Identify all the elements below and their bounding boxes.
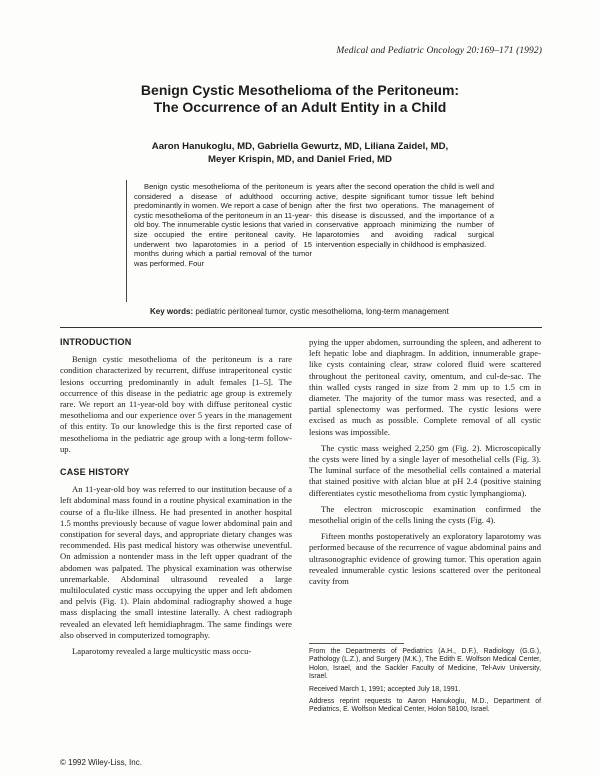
keywords bbox=[150, 306, 470, 317]
case-history-paragraph-1: An 11-year-old boy was referred to our institution because of a left abdominal mass found in a routine physical examination in the course of a flu-like illness. He had presented in another hospital 1.5 months previously because of vague lower abdominal pain and constipation for several days, and appropriate dietary changes was recommended. His past medical history was otherwise uneventful. On admission a nontender mass in the left upper quadrant of the abdomen was palpated. The physical examination was otherwise unremarkable. Abdominal ultrasound revealed a large multiloculated cystic mass occupying the upper and left abdomen and pelvis (Fig. 1). Plain abdominal radiography showed a huge mass displacing the small intestine laterally. A chest radiograph revealed an elevated left hemidiaphragm. The same findings were also observed in computerized tomography. bbox=[60, 484, 292, 640]
case-history-paragraph-2: Laparotomy revealed a large multicystic mass occu- bbox=[72, 646, 252, 657]
footnote-affiliation: From the Departments of Pediatrics (A.H., D.F.), Radiology (G.G.), Pathology (L.Z.), and Surgery (M.K.), The Edith E. Wolfson Medical Center, Holon, Israel, and the Sackler Faculty of Medicine, Tel-Aviv University, Israel. bbox=[309, 648, 541, 681]
authors-line-2: Meyer Krispin, MD, and Daniel Fried, MD bbox=[208, 154, 392, 165]
body-paragraph-1: pying the upper abdomen, surrounding the spleen, and adherent to left hepatic lobe and diaphragm. In addition, innumerable grape-like cysts containing clear, straw colored fluid were scattered throughout the peritoneal cavity, omentum, and cul-de-sac. The thin walled cysts ranged in size from 2 mm up to 1.5 cm in diameter. The majority of the tumor mass was resected, and a partial splenectomy was performed. The cystic lesions were excised as much as possible. Complete removal of all cystic lesions was impossible. bbox=[309, 337, 541, 437]
footnote-reprints: Address reprint requests to Aaron Hanukoglu, M.D., Department of Pediatrics, E. Wolfson Medical Center, Holon 58100, Israel. bbox=[309, 698, 541, 714]
body-paragraph-2: The cystic mass weighed 2,250 gm (Fig. 2). Microscopically the cysts were lined by a single layer of mesothelial cells (Fig. 3). The luminal surface of the mesothelial cells contained a material that stained positive with alcian blue at pH 2.4 (positive staining differentiates cystic mesothelioma from cystic lymphangioma). bbox=[309, 442, 541, 498]
left-column bbox=[60, 337, 292, 662]
body-paragraph-3: The electron microscopic examination confirmed the mesothelial origin of the cells lining the cysts (Fig. 4). bbox=[309, 503, 541, 526]
section-divider bbox=[60, 327, 542, 328]
introduction-heading: INTRODUCTION bbox=[60, 337, 132, 347]
abstract-text-right: years after the second operation the child is well and active, despite significant tumor tissue left behind after the first two operations. The management of this disease is discussed, and the importance of a conservative approach minimizing the number of laparotomies and avoiding radical surgical intervention especially in childhood is emphasized. bbox=[316, 182, 494, 249]
footnote-divider bbox=[309, 643, 404, 644]
introduction-paragraph: Benign cystic mesothelioma of the peritoneum is a rare condition characterized by recurrent, diffuse intraperitoneal cystic lesions occurring predominantly in adult females [1–5]. The occurrence of this disease in the pediatric age group is extremely rare. We report an 11-year-old boy with diffuse peritoneal cystic mesothelioma and our experience over 5 years in the management of this entity. To our knowledge this is the first reported case of mesothelioma in the pediatric age group with a long-term follow-up. bbox=[60, 354, 292, 454]
footnote-received: Received March 1, 1991; accepted July 18, 1991. bbox=[309, 685, 461, 693]
footnotes bbox=[309, 648, 541, 719]
copyright-notice: © 1992 Wiley-Liss, Inc. bbox=[60, 758, 142, 767]
article-title bbox=[80, 82, 520, 116]
right-column bbox=[309, 337, 541, 592]
body-paragraph-4: Fifteen months postoperatively an exploratory laparotomy was performed because of the recurrence of vague abdominal pains and ultrasonographic evidence of growing tumor. This operation again revealed innumerable cystic lesions scattered over the peritoneal cavity from bbox=[309, 531, 541, 587]
authors-line-1: Aaron Hanukoglu, MD, Gabriella Gewurtz, MD, Liliana Zaidel, MD, bbox=[151, 141, 449, 152]
keywords-label: Key words: bbox=[150, 307, 194, 316]
title-line-2: The Occurrence of an Adult Entity in a Child bbox=[153, 99, 447, 115]
title-line-1: Benign Cystic Mesothelioma of the Peritoneum: bbox=[140, 82, 460, 98]
author-list bbox=[100, 140, 500, 166]
running-head: Medical and Pediatric Oncology 20:169–171 (1992) bbox=[336, 46, 542, 56]
abstract-text-left: Benign cystic mesothelioma of the peritoneum is considered a disease of adulthood occurring predominantly in women. We report a case of benign cystic mesothelioma of the peritoneum in an 11-year-old boy. The innumerable cystic lesions that varied in size occupied the entire peritoneal cavity. He underwent two laparotomies in a period of 15 months during which a partial removal of the tumor was performed. Four bbox=[134, 182, 312, 268]
case-history-heading: CASE HISTORY bbox=[60, 467, 130, 478]
keywords-text: pediatric peritoneal tumor, cystic mesothelioma, long-term management bbox=[195, 307, 449, 316]
